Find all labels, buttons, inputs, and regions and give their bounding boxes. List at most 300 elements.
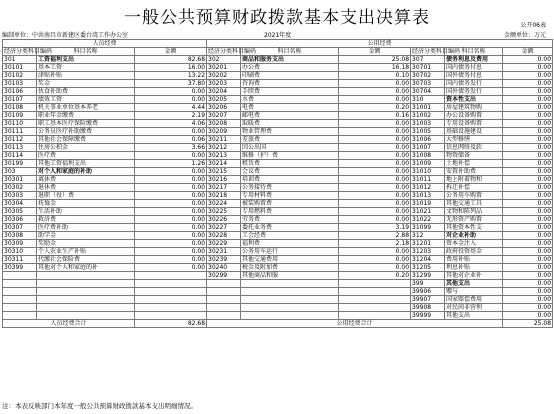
cell-name — [241, 280, 339, 288]
cell-amount: 0.00 — [503, 192, 553, 200]
personnel-header: 人员经费 — [3, 40, 207, 48]
cell-code — [3, 312, 37, 320]
cell-name: 奖金 — [37, 80, 135, 88]
table-row — [3, 216, 553, 224]
cell-amount: 0.00 — [339, 128, 411, 136]
cell-code: 31299 — [411, 272, 445, 280]
cell-name: 工资福利支出 — [37, 56, 135, 64]
table-row — [3, 64, 553, 72]
table-row — [3, 72, 553, 80]
cell-name — [37, 304, 135, 312]
cell-amount: 0.00 — [503, 216, 553, 224]
cell-amount: 0.00 — [503, 248, 553, 256]
cell-amount: 0.00 — [503, 80, 553, 88]
cell-code: 39908 — [411, 304, 445, 312]
cell-name: 被装购置费 — [241, 200, 339, 208]
cell-amount: 0.00 — [503, 224, 553, 232]
table-row — [3, 224, 553, 232]
cell-amount — [339, 288, 411, 296]
cell-name: 其他支出 — [445, 280, 503, 288]
col-name-header: 科目名称 — [37, 48, 135, 56]
cell-code: 30240 — [207, 264, 241, 272]
cell-amount: 0.00 — [135, 256, 207, 264]
cell-name: 助学金 — [37, 232, 135, 240]
cell-code: 30113 — [3, 144, 37, 152]
cell-amount: 0.00 — [339, 184, 411, 192]
cell-name: 拆迁补偿 — [445, 184, 503, 192]
cell-name: 基本工资 — [37, 64, 135, 72]
cell-code: 30213 — [207, 152, 241, 160]
cell-amount: 0.00 — [503, 96, 553, 104]
table-row — [3, 152, 553, 160]
cell-name: 对个人和家庭的补助 — [37, 168, 135, 176]
cell-code: 31021 — [411, 208, 445, 216]
cell-name: 取暖费 — [241, 120, 339, 128]
cell-amount: 37.80 — [135, 80, 207, 88]
cell-amount: 0.00 — [503, 128, 553, 136]
cell-code: 31002 — [411, 112, 445, 120]
cell-code: 31010 — [411, 168, 445, 176]
cell-name: 水费 — [241, 96, 339, 104]
table-row — [3, 176, 553, 184]
col-name-header: 科目名称 — [445, 48, 503, 56]
cell-name: 委托业务费 — [241, 224, 339, 232]
col-amount-header: 金额 — [339, 48, 411, 56]
cell-amount: 2.19 — [135, 112, 207, 120]
table-row — [3, 136, 553, 144]
cell-code: 31204 — [411, 256, 445, 264]
cell-name: 培训费 — [241, 176, 339, 184]
cell-code: 31203 — [411, 248, 445, 256]
cell-name: 国内债务发行 — [445, 80, 503, 88]
cell-amount: 0.00 — [135, 176, 207, 184]
cell-code: 301 — [3, 56, 37, 64]
cell-amount: 0.00 — [503, 256, 553, 264]
cell-code: 31201 — [411, 240, 445, 248]
cell-name: 文物和陈列品 — [445, 208, 503, 216]
cell-amount: 0.00 — [503, 64, 553, 72]
cell-name: 债务利息及费用 — [445, 56, 503, 64]
cell-name: 利息补贴 — [445, 264, 503, 272]
table-row — [3, 160, 553, 168]
cell-code: 30704 — [411, 88, 445, 96]
cell-code: 30225 — [207, 208, 241, 216]
cell-code: 39999 — [411, 312, 445, 320]
cell-code: 31003 — [411, 120, 445, 128]
public-total-label: 公用经费合计 — [207, 320, 503, 328]
cell-code: 31205 — [411, 264, 445, 272]
cell-code: 303 — [3, 168, 37, 176]
cell-code: 30305 — [3, 208, 37, 216]
cell-code — [207, 312, 241, 320]
cell-amount: 0.00 — [503, 168, 553, 176]
cell-code: 30203 — [207, 80, 241, 88]
cell-amount — [339, 296, 411, 304]
cell-amount: 0.00 — [339, 200, 411, 208]
cell-code: 31006 — [411, 136, 445, 144]
cell-code: 30214 — [207, 160, 241, 168]
cell-amount: 0.00 — [339, 88, 411, 96]
cell-amount: 0.00 — [503, 312, 553, 320]
cell-amount: 0.00 — [503, 288, 553, 296]
table-row — [3, 200, 553, 208]
cell-name: 奖励金 — [37, 240, 135, 248]
table-row — [3, 304, 553, 312]
cell-code: 30229 — [207, 240, 241, 248]
cell-amount: 0.00 — [503, 72, 553, 80]
cell-amount: 0.00 — [135, 88, 207, 96]
cell-name: 对民间非营利 — [445, 304, 503, 312]
cell-name: 无形资产购置 — [445, 216, 503, 224]
cell-name: 赠与 — [445, 288, 503, 296]
cell-name: 办公设备购置 — [445, 112, 503, 120]
cell-code: 31099 — [411, 224, 445, 232]
cell-amount: 3.19 — [339, 224, 411, 232]
cell-amount: 0.00 — [135, 128, 207, 136]
cell-name: 安置补助费 — [445, 168, 503, 176]
cell-amount: 0.00 — [339, 144, 411, 152]
cell-amount: 0.00 — [503, 232, 553, 240]
table-row — [3, 192, 553, 200]
cell-code: 30217 — [207, 184, 241, 192]
cell-amount: 0.00 — [503, 272, 553, 280]
table-row — [3, 80, 553, 88]
cell-code: 30199 — [3, 160, 37, 168]
cell-code: 30102 — [3, 72, 37, 80]
cell-code: 30216 — [207, 176, 241, 184]
cell-amount — [339, 280, 411, 288]
cell-amount: 0.00 — [135, 200, 207, 208]
cell-name: 商品和服务支出 — [241, 56, 339, 64]
cell-name: 退职（役）费 — [37, 192, 135, 200]
cell-name: 公务接待费 — [241, 184, 339, 192]
cell-amount: 0.00 — [503, 208, 553, 216]
cell-name: 资本性支出 — [445, 96, 503, 104]
cell-name: 会议费 — [241, 168, 339, 176]
cell-code: 30308 — [3, 232, 37, 240]
cell-code: 31001 — [411, 104, 445, 112]
cell-amount: 0.00 — [135, 240, 207, 248]
cell-code: 30231 — [207, 248, 241, 256]
cell-code: 31011 — [411, 176, 445, 184]
cell-amount — [135, 280, 207, 288]
cell-code: 30106 — [3, 88, 37, 96]
table-row — [3, 104, 553, 112]
cell-code: 31007 — [411, 144, 445, 152]
cell-code: 30202 — [207, 72, 241, 80]
cell-code: 31008 — [411, 152, 445, 160]
cell-amount — [135, 296, 207, 304]
table-row — [3, 88, 553, 96]
cell-code: 30201 — [207, 64, 241, 72]
cell-amount: 0.06 — [135, 136, 207, 144]
cell-name: 绩效工资 — [37, 96, 135, 104]
cell-code: 30112 — [3, 136, 37, 144]
cell-code: 30206 — [207, 104, 241, 112]
cell-code: 31019 — [411, 200, 445, 208]
cell-name: 手续费 — [241, 88, 339, 96]
cell-amount: 25.08 — [339, 56, 411, 64]
cell-name: 物业管理费 — [241, 128, 339, 136]
cell-name: 地上附着物和 — [445, 176, 503, 184]
cell-code — [207, 288, 241, 296]
cell-name: 政府投资基金 — [445, 248, 503, 256]
cell-amount: 0.00 — [135, 224, 207, 232]
cell-amount: 0.00 — [339, 248, 411, 256]
cell-name: 专用材料费 — [241, 192, 339, 200]
cell-name: 个人农业生产补贴 — [37, 248, 135, 256]
cell-amount: 0.00 — [339, 192, 411, 200]
table-row — [3, 256, 553, 264]
col-name-header: 科目名称 — [241, 48, 339, 56]
cell-name: 专用燃料费 — [241, 208, 339, 216]
cell-name: 其他交通费用 — [241, 256, 339, 264]
cell-code: 30226 — [207, 216, 241, 224]
cell-name: 退休费 — [37, 184, 135, 192]
table-row — [3, 56, 553, 64]
table-row — [3, 280, 553, 288]
cell-amount: 0.00 — [503, 144, 553, 152]
cell-name: 福利费 — [241, 240, 339, 248]
cell-name: 房屋建筑物购 — [445, 104, 503, 112]
cell-name: 办公费 — [241, 64, 339, 72]
cell-code: 30114 — [3, 152, 37, 160]
personnel-total-value: 82.68 — [135, 320, 207, 328]
cell-code: 31013 — [411, 192, 445, 200]
cell-name — [241, 296, 339, 304]
col-amount-header: 金额 — [135, 48, 207, 56]
cell-name: 津贴补贴 — [37, 72, 135, 80]
cell-amount: 0.00 — [135, 248, 207, 256]
cell-name: 其他对企业补 — [445, 272, 503, 280]
table-row — [3, 240, 553, 248]
money-unit: 金额单位：万元 — [503, 32, 546, 39]
cell-name: 国外债务发行 — [445, 88, 503, 96]
cell-name: 差旅费 — [241, 136, 339, 144]
cell-name: 救济费 — [37, 216, 135, 224]
col-code-header: 经济分类科目编码 — [208, 48, 257, 55]
cell-amount: 0.00 — [339, 216, 411, 224]
cell-amount: 0.00 — [503, 88, 553, 96]
cell-name: 劳务费 — [241, 216, 339, 224]
cell-amount: 0.00 — [135, 232, 207, 240]
cell-code: 39907 — [411, 296, 445, 304]
cell-amount: 0.00 — [135, 216, 207, 224]
cell-code: 30107 — [3, 96, 37, 104]
table-row — [3, 168, 553, 176]
cell-name: 国家赔偿费用 — [445, 296, 503, 304]
cell-code: 30309 — [3, 240, 37, 248]
cell-code: 30205 — [207, 96, 241, 104]
cell-amount: 0.00 — [339, 208, 411, 216]
footnote: 注：本表反映部门本年度一般公共预算财政拨款基本支出明细情况。 — [2, 402, 197, 410]
report-title: 一般公共预算财政拨款基本支出决算表 — [124, 8, 430, 28]
cell-code — [3, 272, 37, 280]
cell-amount: 0.00 — [503, 56, 553, 64]
cell-code — [207, 296, 241, 304]
cell-code: 30302 — [3, 184, 37, 192]
cell-name: 电费 — [241, 104, 339, 112]
cell-name: 邮电费 — [241, 112, 339, 120]
cell-code: 30207 — [207, 112, 241, 120]
cell-code: 30208 — [207, 120, 241, 128]
cell-amount: 0.00 — [135, 264, 207, 272]
cell-name: 公务用车购置 — [445, 192, 503, 200]
cell-amount — [135, 288, 207, 296]
cell-code: 31022 — [411, 216, 445, 224]
table-row — [3, 112, 553, 120]
cell-code — [207, 280, 241, 288]
cell-name: 代缴社会保险费 — [37, 256, 135, 264]
personnel-total-label: 人员经费合计 — [3, 320, 135, 328]
cell-amount: 0.00 — [503, 280, 553, 288]
table-row — [3, 96, 553, 104]
cell-amount: 0.00 — [339, 256, 411, 264]
cell-amount: 0.00 — [339, 120, 411, 128]
cell-code: 302 — [207, 56, 241, 64]
col-amount-header: 金额 — [503, 48, 553, 56]
cell-name: 税金及附加费 — [241, 264, 339, 272]
table-row — [3, 248, 553, 256]
cell-amount: 0.20 — [339, 104, 411, 112]
cell-amount — [135, 304, 207, 312]
cell-code: 30311 — [3, 256, 37, 264]
cell-code: 30228 — [207, 232, 241, 240]
compiling-unit: 编制单位：中共南昌市新建区委台湾工作办公室 — [2, 32, 129, 39]
cell-amount: 0.00 — [503, 200, 553, 208]
cell-amount: 0.00 — [339, 160, 411, 168]
cell-code: 30227 — [207, 224, 241, 232]
table-row — [3, 272, 553, 280]
cell-amount: 0.10 — [339, 72, 411, 80]
cell-code: 30215 — [207, 168, 241, 176]
cell-name: 咨询费 — [241, 80, 339, 88]
cell-name: 印刷费 — [241, 72, 339, 80]
cell-code: 30701 — [411, 64, 445, 72]
table-row — [3, 296, 553, 304]
cell-amount: 0.00 — [135, 192, 207, 200]
cell-name: 国外债务付息 — [445, 72, 503, 80]
cell-code: 312 — [411, 232, 445, 240]
table-row — [3, 128, 553, 136]
cell-name: 大型修缮 — [445, 136, 503, 144]
cell-amount: 0.00 — [135, 184, 207, 192]
cell-code: 31012 — [411, 184, 445, 192]
cell-code: 30307 — [3, 224, 37, 232]
sheet-number: 公开06表 — [520, 22, 546, 29]
cell-amount: 0.00 — [339, 264, 411, 272]
cell-code — [3, 288, 37, 296]
cell-name — [241, 288, 339, 296]
cell-code: 30211 — [207, 136, 241, 144]
cell-code: 30301 — [3, 176, 37, 184]
cell-amount: 16.00 — [135, 64, 207, 72]
cell-amount: 0.00 — [503, 160, 553, 168]
cell-code: 30239 — [207, 256, 241, 264]
cell-amount: 0.00 — [503, 240, 553, 248]
cell-name: 土地补偿 — [445, 160, 503, 168]
cell-amount: 4.06 — [135, 120, 207, 128]
cell-name: 医疗费 — [37, 152, 135, 160]
cell-code: 30109 — [3, 112, 37, 120]
cell-amount: 0.00 — [135, 96, 207, 104]
cell-amount: 2.88 — [339, 232, 411, 240]
cell-name: 抚恤金 — [37, 200, 135, 208]
cell-name: 离休费 — [37, 176, 135, 184]
cell-name: 其他工资福利支出 — [37, 160, 135, 168]
cell-amount: 82.68 — [135, 56, 207, 64]
cell-amount: 0.00 — [339, 152, 411, 160]
cell-name — [241, 304, 339, 312]
cell-amount: 4.44 — [135, 104, 207, 112]
cell-name: 公务员医疗补助缴费 — [37, 128, 135, 136]
cell-name: 对企业补助 — [445, 232, 503, 240]
cell-name: 因公出国 — [241, 144, 339, 152]
cell-code — [3, 296, 37, 304]
cell-amount: 0.00 — [503, 264, 553, 272]
cell-name: 医疗费补助 — [37, 224, 135, 232]
cell-code: 30310 — [3, 248, 37, 256]
cell-code: 30108 — [3, 104, 37, 112]
cell-amount: 0.00 — [135, 208, 207, 216]
cell-name: 其他支出 — [445, 312, 503, 320]
table-row — [3, 184, 553, 192]
cell-amount: 0.20 — [339, 272, 411, 280]
public-header: 公用经费 — [207, 40, 553, 48]
cell-code: 31005 — [411, 128, 445, 136]
cell-name: 伙食补助费 — [37, 88, 135, 96]
cell-name — [37, 272, 135, 280]
cell-name — [37, 288, 135, 296]
cell-name — [37, 312, 135, 320]
table-row — [3, 120, 553, 128]
cell-code: 31009 — [411, 160, 445, 168]
cell-name: 公务用车运行 — [241, 248, 339, 256]
cell-amount: 0.00 — [503, 184, 553, 192]
cell-amount: 0.00 — [503, 296, 553, 304]
cell-name: 租赁费 — [241, 160, 339, 168]
table-row — [3, 144, 553, 152]
cell-name: 机关事业单位基本养老 — [37, 104, 135, 112]
cell-name: 其他社会保障缴费 — [37, 136, 135, 144]
cell-code: 39906 — [411, 288, 445, 296]
cell-code: 30111 — [3, 128, 37, 136]
cell-name — [37, 296, 135, 304]
cell-code: 30303 — [3, 192, 37, 200]
cell-name: 专用设备购置 — [445, 120, 503, 128]
cell-code: 30212 — [207, 144, 241, 152]
cell-amount: 0.00 — [135, 168, 207, 176]
cell-code: 30702 — [411, 72, 445, 80]
cell-name: 其他交通工具 — [445, 200, 503, 208]
cell-amount: 0.00 — [339, 96, 411, 104]
cell-name: 其他对个人和家庭的补 — [37, 264, 135, 272]
cell-name: 物资储备 — [445, 152, 503, 160]
cell-amount: 0.00 — [503, 120, 553, 128]
cell-code: 399 — [411, 280, 445, 288]
meta-line — [2, 30, 552, 38]
cell-amount — [135, 312, 207, 320]
cell-code: 30204 — [207, 88, 241, 96]
cell-name: 费用补贴 — [445, 256, 503, 264]
cell-code: 30103 — [3, 80, 37, 88]
cell-amount: 0.00 — [339, 80, 411, 88]
cell-amount — [135, 272, 207, 280]
cell-name: 国内债务付息 — [445, 64, 503, 72]
cell-code: 310 — [411, 96, 445, 104]
cell-amount: 13.22 — [135, 72, 207, 80]
cell-amount: 0.00 — [339, 168, 411, 176]
